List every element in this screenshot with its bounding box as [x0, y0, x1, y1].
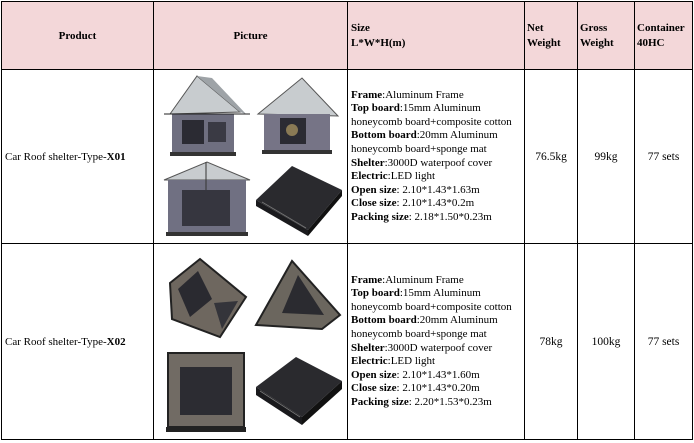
- tent-open-rear-photo: [252, 74, 342, 159]
- container-qty: 77 sets: [635, 244, 693, 440]
- header-gross-line2: Weight: [580, 36, 614, 49]
- spec-value: : 2.18*1.50*0.23m: [408, 210, 492, 223]
- product-name: [2, 70, 154, 244]
- net-weight: 78kg: [525, 244, 578, 440]
- header-size-line2: L*W*H(m): [351, 36, 406, 49]
- spec-list: [348, 70, 525, 244]
- spec-label: Electric: [351, 170, 388, 183]
- product-prefix: Car Roof shelter-Type-: [5, 150, 107, 163]
- product-pictures: [154, 70, 348, 244]
- product-pictures: [154, 244, 348, 440]
- spec-value: : 2.10*1.43*1.63m: [396, 183, 480, 196]
- spec-label: Bottom board: [351, 129, 417, 142]
- spec-value: : 2.20*1.53*0.23m: [408, 395, 492, 408]
- product-code: X01: [106, 150, 126, 163]
- gross-weight: 99kg: [578, 70, 635, 244]
- header-net-line2: Weight: [527, 36, 561, 49]
- spec-label: Close size: [351, 382, 397, 395]
- spec-value: :Aluminum Frame: [382, 273, 464, 286]
- spec-value: :Aluminum Frame: [382, 88, 464, 101]
- spec-value: :LED light: [387, 355, 436, 368]
- tent-open-front-photo: [162, 160, 252, 240]
- spec-value: :LED light: [387, 170, 436, 183]
- spec-label: Top board: [351, 287, 400, 300]
- spec-label: Close size: [351, 197, 397, 210]
- header-net-line1: Net: [527, 21, 544, 34]
- header-row: [2, 2, 693, 70]
- spec-value: :3000D waterpoof cover: [384, 341, 493, 354]
- product-prefix: Car Roof shelter-Type-: [5, 335, 107, 348]
- header-gross-weight: [578, 2, 635, 70]
- spec-label: Shelter: [351, 341, 385, 354]
- spec-value: : 2.10*1.43*0.2m: [396, 197, 475, 210]
- header-size-line1: Size: [351, 21, 370, 34]
- spec-value: :20mm Aluminum honeycomb board+sponge mat: [351, 314, 498, 340]
- product-name: [2, 244, 154, 440]
- spec-value: :15mm Aluminum honeycomb board+composite cotton: [351, 287, 512, 313]
- tent-box-open-photo: [160, 345, 252, 437]
- tent-open-photo: [162, 74, 252, 159]
- header-container-line2: 40HC: [637, 36, 665, 49]
- header-gross-line1: Gross: [580, 21, 608, 34]
- tent-triangle-side-photo: [252, 253, 344, 343]
- spec-value: : 2.10*1.43*0.20m: [396, 382, 480, 395]
- spec-label: Bottom board: [351, 314, 417, 327]
- net-weight: 76.5kg: [525, 70, 578, 244]
- spec-value: :3000D waterpoof cover: [384, 156, 493, 169]
- spec-label: Open size: [351, 183, 397, 196]
- spec-label: Packing size: [351, 395, 409, 408]
- spec-label: Top board: [351, 102, 400, 115]
- spec-value: :20mm Aluminum honeycomb board+sponge mat: [351, 129, 498, 155]
- spec-label: Frame: [351, 88, 383, 101]
- header-container-line1: Container: [637, 21, 685, 34]
- spec-value: :15mm Aluminum honeycomb board+composite cotton: [351, 102, 512, 128]
- header-net-weight: [525, 2, 578, 70]
- tent-triangle-photo: [160, 253, 252, 343]
- spec-label: Shelter: [351, 156, 385, 169]
- header-size: [348, 2, 525, 70]
- spec-label: Electric: [351, 355, 388, 368]
- header-picture: Picture: [154, 2, 348, 70]
- spec-label: Packing size: [351, 210, 409, 223]
- header-product: Product: [2, 2, 154, 70]
- tent-closed-photo: [252, 351, 344, 431]
- tent-closed-photo: [252, 160, 344, 240]
- product-spec-table: [1, 1, 693, 440]
- spec-label: Open size: [351, 368, 397, 381]
- spec-list: [348, 244, 525, 440]
- gross-weight: 100kg: [578, 244, 635, 440]
- container-qty: 77 sets: [635, 70, 693, 244]
- spec-label: Frame: [351, 273, 383, 286]
- header-container: [635, 2, 693, 70]
- table-row: [2, 70, 693, 244]
- spec-value: : 2.10*1.43*1.60m: [396, 368, 480, 381]
- table-row: [2, 244, 693, 440]
- product-code: X02: [106, 335, 126, 348]
